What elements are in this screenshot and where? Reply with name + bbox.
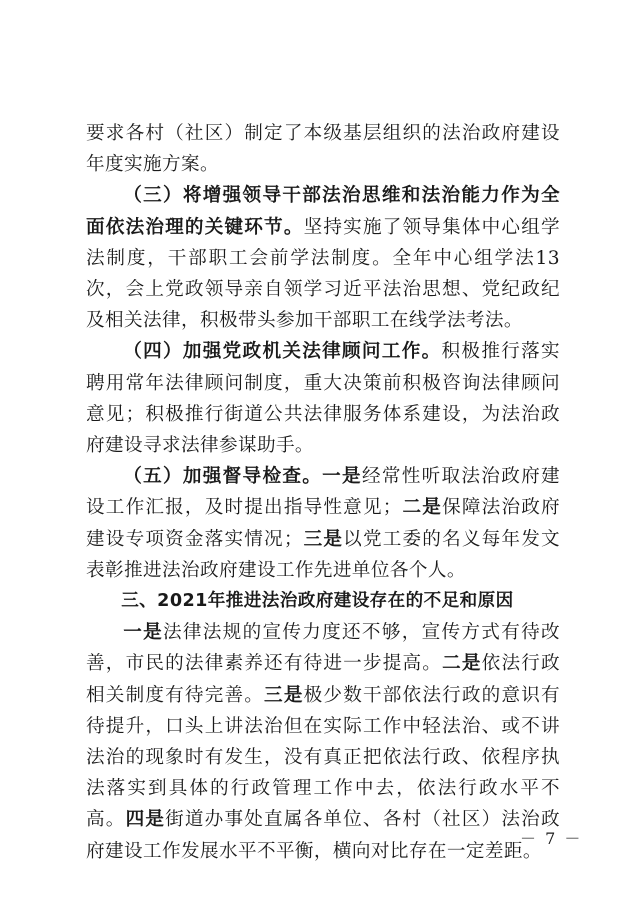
text-segment: 经常性听取法治政府建设工作汇报，及时提出指导性意见； bbox=[86, 466, 560, 519]
list-marker-three: 三是 bbox=[264, 684, 304, 706]
subheading-four: （四）加强党政机关法律顾问工作。 bbox=[123, 341, 442, 363]
list-marker-two: 二是 bbox=[442, 653, 482, 675]
body-text bbox=[86, 118, 560, 867]
subheading-three: （三）将增强领导干部法治思维和法治能力作为全面依法治理的关键环节。 bbox=[86, 185, 560, 238]
text-segment: 坚持实施了领导集体中心组学法制度，干部职工会前学法制度。全年中心组学法13次，会上党政领导亲自领学习近平法治思想、党纪政纪及相关法律，积极带头参加干部职工在线学法考法。 bbox=[86, 216, 560, 332]
text-segment: 法律法规的宣传力度还不够，宣传方式有待改善，市民的法律素养还有待进一步提高。 bbox=[86, 622, 560, 675]
list-marker-one: 一是 bbox=[123, 622, 163, 644]
list-marker-two: 二是 bbox=[401, 497, 443, 519]
list-marker-three: 三是 bbox=[302, 528, 344, 550]
subheading-five: （五）加强督导检查。 bbox=[123, 466, 323, 488]
paragraph-legal-advisor bbox=[86, 336, 560, 461]
section-heading: 三、2021年推进法治政府建设存在的不足和原因 bbox=[121, 591, 514, 612]
text-segment: 以党工委的名义每年发文表彰推进法治政府建设工作先进单位各个人。 bbox=[86, 528, 560, 581]
text-segment: 街道办事处直属各单位、各村（社区）法治政府建设工作发展水平不平衡，横向对比存在一定差距。 bbox=[86, 809, 560, 862]
text-segment: 积极推行落实聘用常年法律顾问制度，重大决策前积极咨询法律顾问意见；积极推行街道公共法律服务体系建设，为法治政府建设寻求法律参谋助手。 bbox=[86, 341, 561, 457]
page-number: － 7 － bbox=[520, 829, 583, 848]
paragraph-leadership-study bbox=[86, 180, 560, 336]
text-segment: 要求各村（社区）制定了本级基层组织的法治政府建设年度实施方案。 bbox=[86, 123, 560, 176]
paragraph-continuation bbox=[86, 118, 560, 180]
text-segment: 极少数干部依法行政的意识有待提升，口头上讲法治但在实际工作中轻法治、或不讲法治的现象时有发生，没有真正把依法行政、依程序执法落实到具体的行政管理工作中去，依法行政水平不高。 bbox=[86, 684, 561, 831]
list-marker-one: 一是 bbox=[322, 466, 362, 488]
text-segment: 依法行政相关制度有待完善。 bbox=[86, 653, 560, 706]
paragraph-supervision bbox=[86, 461, 560, 586]
text-segment: 保障法治政府建设专项资金落实情况； bbox=[86, 497, 560, 550]
paragraph-shortcomings bbox=[86, 617, 560, 867]
list-marker-four: 四是 bbox=[125, 809, 166, 831]
